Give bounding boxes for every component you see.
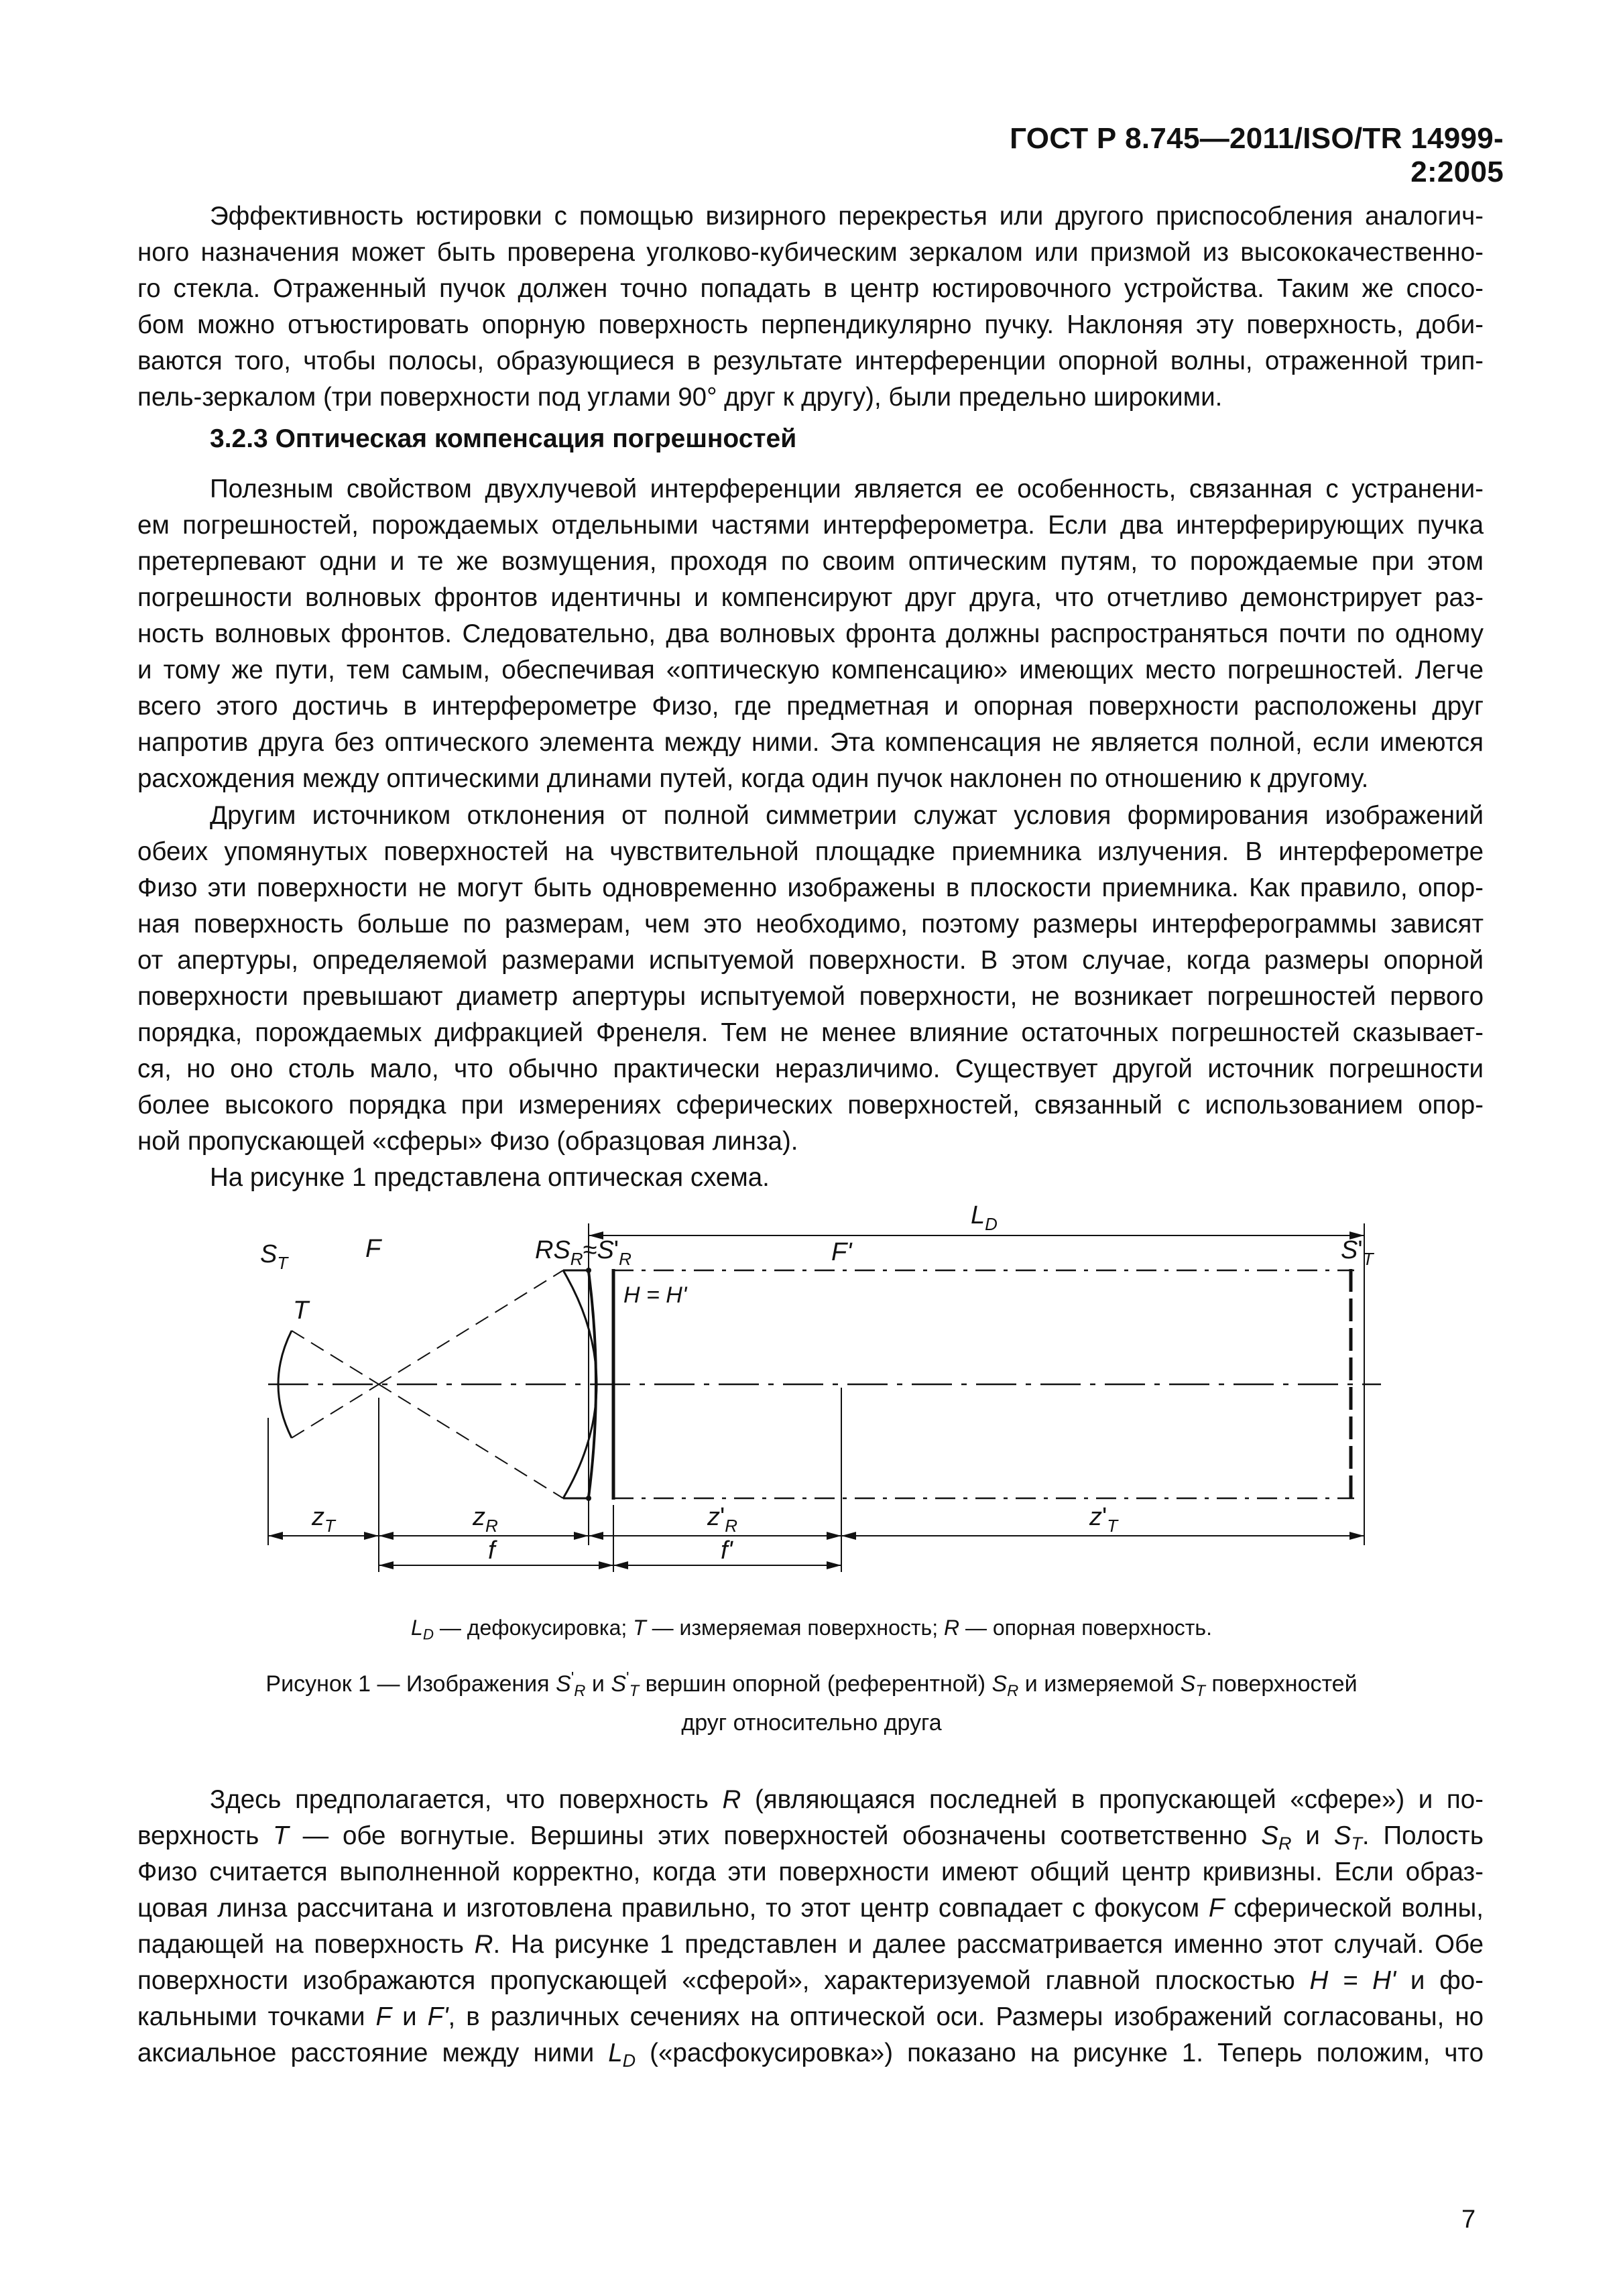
text-line: ваются того, чтобы полосы, образующиеся в результате интерференции опорной волны, отраженной трип- <box>137 347 1484 375</box>
text-line: ного назначения может быть проверена уголково-кубическим зеркалом или призмой из высококачественно- <box>137 238 1484 267</box>
figure-caption: Рисунок 1 — Изображения $S'_R$ и $S'_T$ вершин опорной (референтной) $S_R$ и измеряемой $S_T$ поверхностей <box>265 1669 1358 1701</box>
text-line: ной пропускающей «сферы» Физо (образцовая линза). <box>137 1127 798 1156</box>
text-line: Другим источником отклонения от полной симметрии служат условия формирования изображений <box>210 801 1484 830</box>
text-line: претерпевают одни и те же возмущения, проходя по своим оптическим путям, то порождаемые при этом <box>137 547 1484 576</box>
text-line: поверхности превышают диаметр апертуры испытуемой поверхности, не возникает погрешностей первого <box>137 982 1484 1011</box>
text-line: го стекла. Отраженный пучок должен точно попадать в центр юстировочного устройства. Таким же спосо- <box>137 274 1484 303</box>
text-line: ем погрешностей, порождаемых отдельными частями интерферометра. Если два интерферирующих пучка <box>137 511 1484 540</box>
label-zT: $z_T$ <box>312 1503 335 1536</box>
label-ST: $S_T$ <box>260 1240 288 1273</box>
text-line: всего этого достичь в интерферометре Физо, где предметная и опорная поверхности расположены друг <box>137 692 1484 721</box>
text-line: порядка, порождаемых дифракцией Френеля. Тем не менее влияние остаточных погрешностей сказывает- <box>137 1018 1484 1047</box>
text-line: ность волновых фронтов. Следовательно, два волновых фронта должны распространяться почти по одному <box>137 619 1484 648</box>
label-H-equals-H-prime: H = H' <box>623 1282 687 1308</box>
label-zR: $z_R$ <box>473 1503 498 1536</box>
paragraph-1 <box>137 198 1484 416</box>
legend-r-text: — опорная поверхность. <box>959 1616 1212 1640</box>
label-ST-prime: $S'_T$ <box>1341 1236 1374 1269</box>
text-line: ся, но оно столь мало, что обычно практически неразличимо. Существует другой источник погрешности <box>137 1054 1484 1083</box>
text-line: напротив друга без оптического элемента между ними. Эта компенсация не является полной, если имеются <box>137 728 1484 757</box>
text-line: На рисунке 1 представлена оптическая схема. <box>210 1163 770 1192</box>
legend-t-text: — измеряемая поверхность; <box>646 1616 944 1640</box>
legend-t-symbol: T <box>633 1616 646 1640</box>
text-line: и тому же пути, тем самым, обеспечивая «оптическую компенсацию» имеющих место погрешностей. Легче <box>137 656 1484 684</box>
text-line: бом можно отъюстировать опорную поверхность перпендикулярно пучку. Наклоняя эту поверхность, доби- <box>137 310 1484 339</box>
label-f-prime: f' <box>721 1536 733 1565</box>
text-line: Полезным свойством двухлучевой интерференции является ее особенность, связанная с устранени- <box>210 475 1484 503</box>
label-F-prime: F' <box>831 1238 852 1266</box>
ray-lower-right <box>379 1384 563 1498</box>
legend-ld-symbol: L <box>411 1616 423 1640</box>
label-zT-prime: $z'_T$ <box>1089 1503 1118 1536</box>
label-RSR-approx-SR-prime: $RS_R\approx S'_R$ <box>535 1236 632 1269</box>
text-line: более высокого порядка при измерениях сферических поверхностей, связанный с использованием опор- <box>137 1091 1484 1120</box>
ray-upper-right <box>379 1270 563 1384</box>
document-header: ГОСТ Р 8.745—2011/ISO/TR 14999-2:2005 <box>1010 122 1504 188</box>
paragraph-2 <box>137 471 1484 797</box>
ray-upper-left <box>292 1331 379 1384</box>
text-line: ная поверхность больше по размерам, чем это необходимо, поэтому размеры интерферограммы зависят <box>137 910 1484 939</box>
label-T: T <box>293 1296 309 1325</box>
section-heading: 3.2.3 Оптическая компенсация погрешностей <box>210 424 797 453</box>
optical-scheme-figure <box>201 1170 1408 1599</box>
figure-legend <box>0 1616 1623 1643</box>
figure-caption-line-2: друг относительно друга <box>681 1710 942 1736</box>
page-number: 7 <box>1461 2206 1476 2234</box>
text-line: Физо эти поверхности не могут быть одновременно изображены в плоскости приемника. Как правило, опор- <box>137 873 1484 902</box>
text-line: пель-зеркалом (три поверхности под углами 90° друг к другу), были предельно широкими. <box>137 383 1223 412</box>
legend-ld-subscript: D <box>422 1626 434 1643</box>
label-f: f <box>488 1536 495 1565</box>
label-LD: $L_D$ <box>971 1201 998 1234</box>
text-line: Эффективность юстировки с помощью визирного перекрестья или другого приспособления аналогич- <box>210 202 1484 231</box>
text-line: расхождения между оптическими длинами путей, когда один пучок наклонен по отношению к другому. <box>137 764 1369 793</box>
text-line: обеих упомянутых поверхностей на чувствительной площадке приемника излучения. В интерферометре <box>137 837 1484 866</box>
label-F: F <box>365 1235 381 1263</box>
label-zR-prime: $z'_R$ <box>707 1503 738 1536</box>
dimension-arrows <box>268 1231 1364 1569</box>
paragraph-5: Здесь предполагается, что поверхность R (являющаяся последней в пропускающей «сфере») и по- верхность T — обе вогнутые. Вершины этих поверхностей обозначены соответственно $S_R$ и $S_T$. Полость Физо считается выполненной корректно, когда эти поверхности имеют общий центр кривизны. Если образ- цовая линза рассчитана и изготовлена правильно, то этот центр совпадает с фокусом F сферической волны, падающей на поверхность R. На рисунке 1 представлен и далее рассматривается именно этот случай. Обе поверхности изображаются пропускающей «сферой», характеризуемой главной плоскостью H = H' и фо- кальными точками F и F', в различных сечениях на оптической оси. Размеры изображений согласованы, но аксиальное расстояние между ними $L_D$ («расфокусировка») показано на рисунке 1. Теперь положим, что <box>137 1785 1484 2071</box>
legend-r-symbol: R <box>943 1616 960 1640</box>
text-line: погрешности волновых фронтов идентичны и компенсируют друг друга, что отчетливо демонстрирует раз- <box>137 583 1484 612</box>
text-line: от апертуры, определяемой размерами испытуемой поверхности. В этом случае, когда размеры опорной <box>137 946 1484 975</box>
ray-lower-left <box>292 1384 379 1438</box>
legend-ld-text: — дефокусировка; <box>434 1616 634 1640</box>
paragraph-3 <box>137 798 1484 1160</box>
